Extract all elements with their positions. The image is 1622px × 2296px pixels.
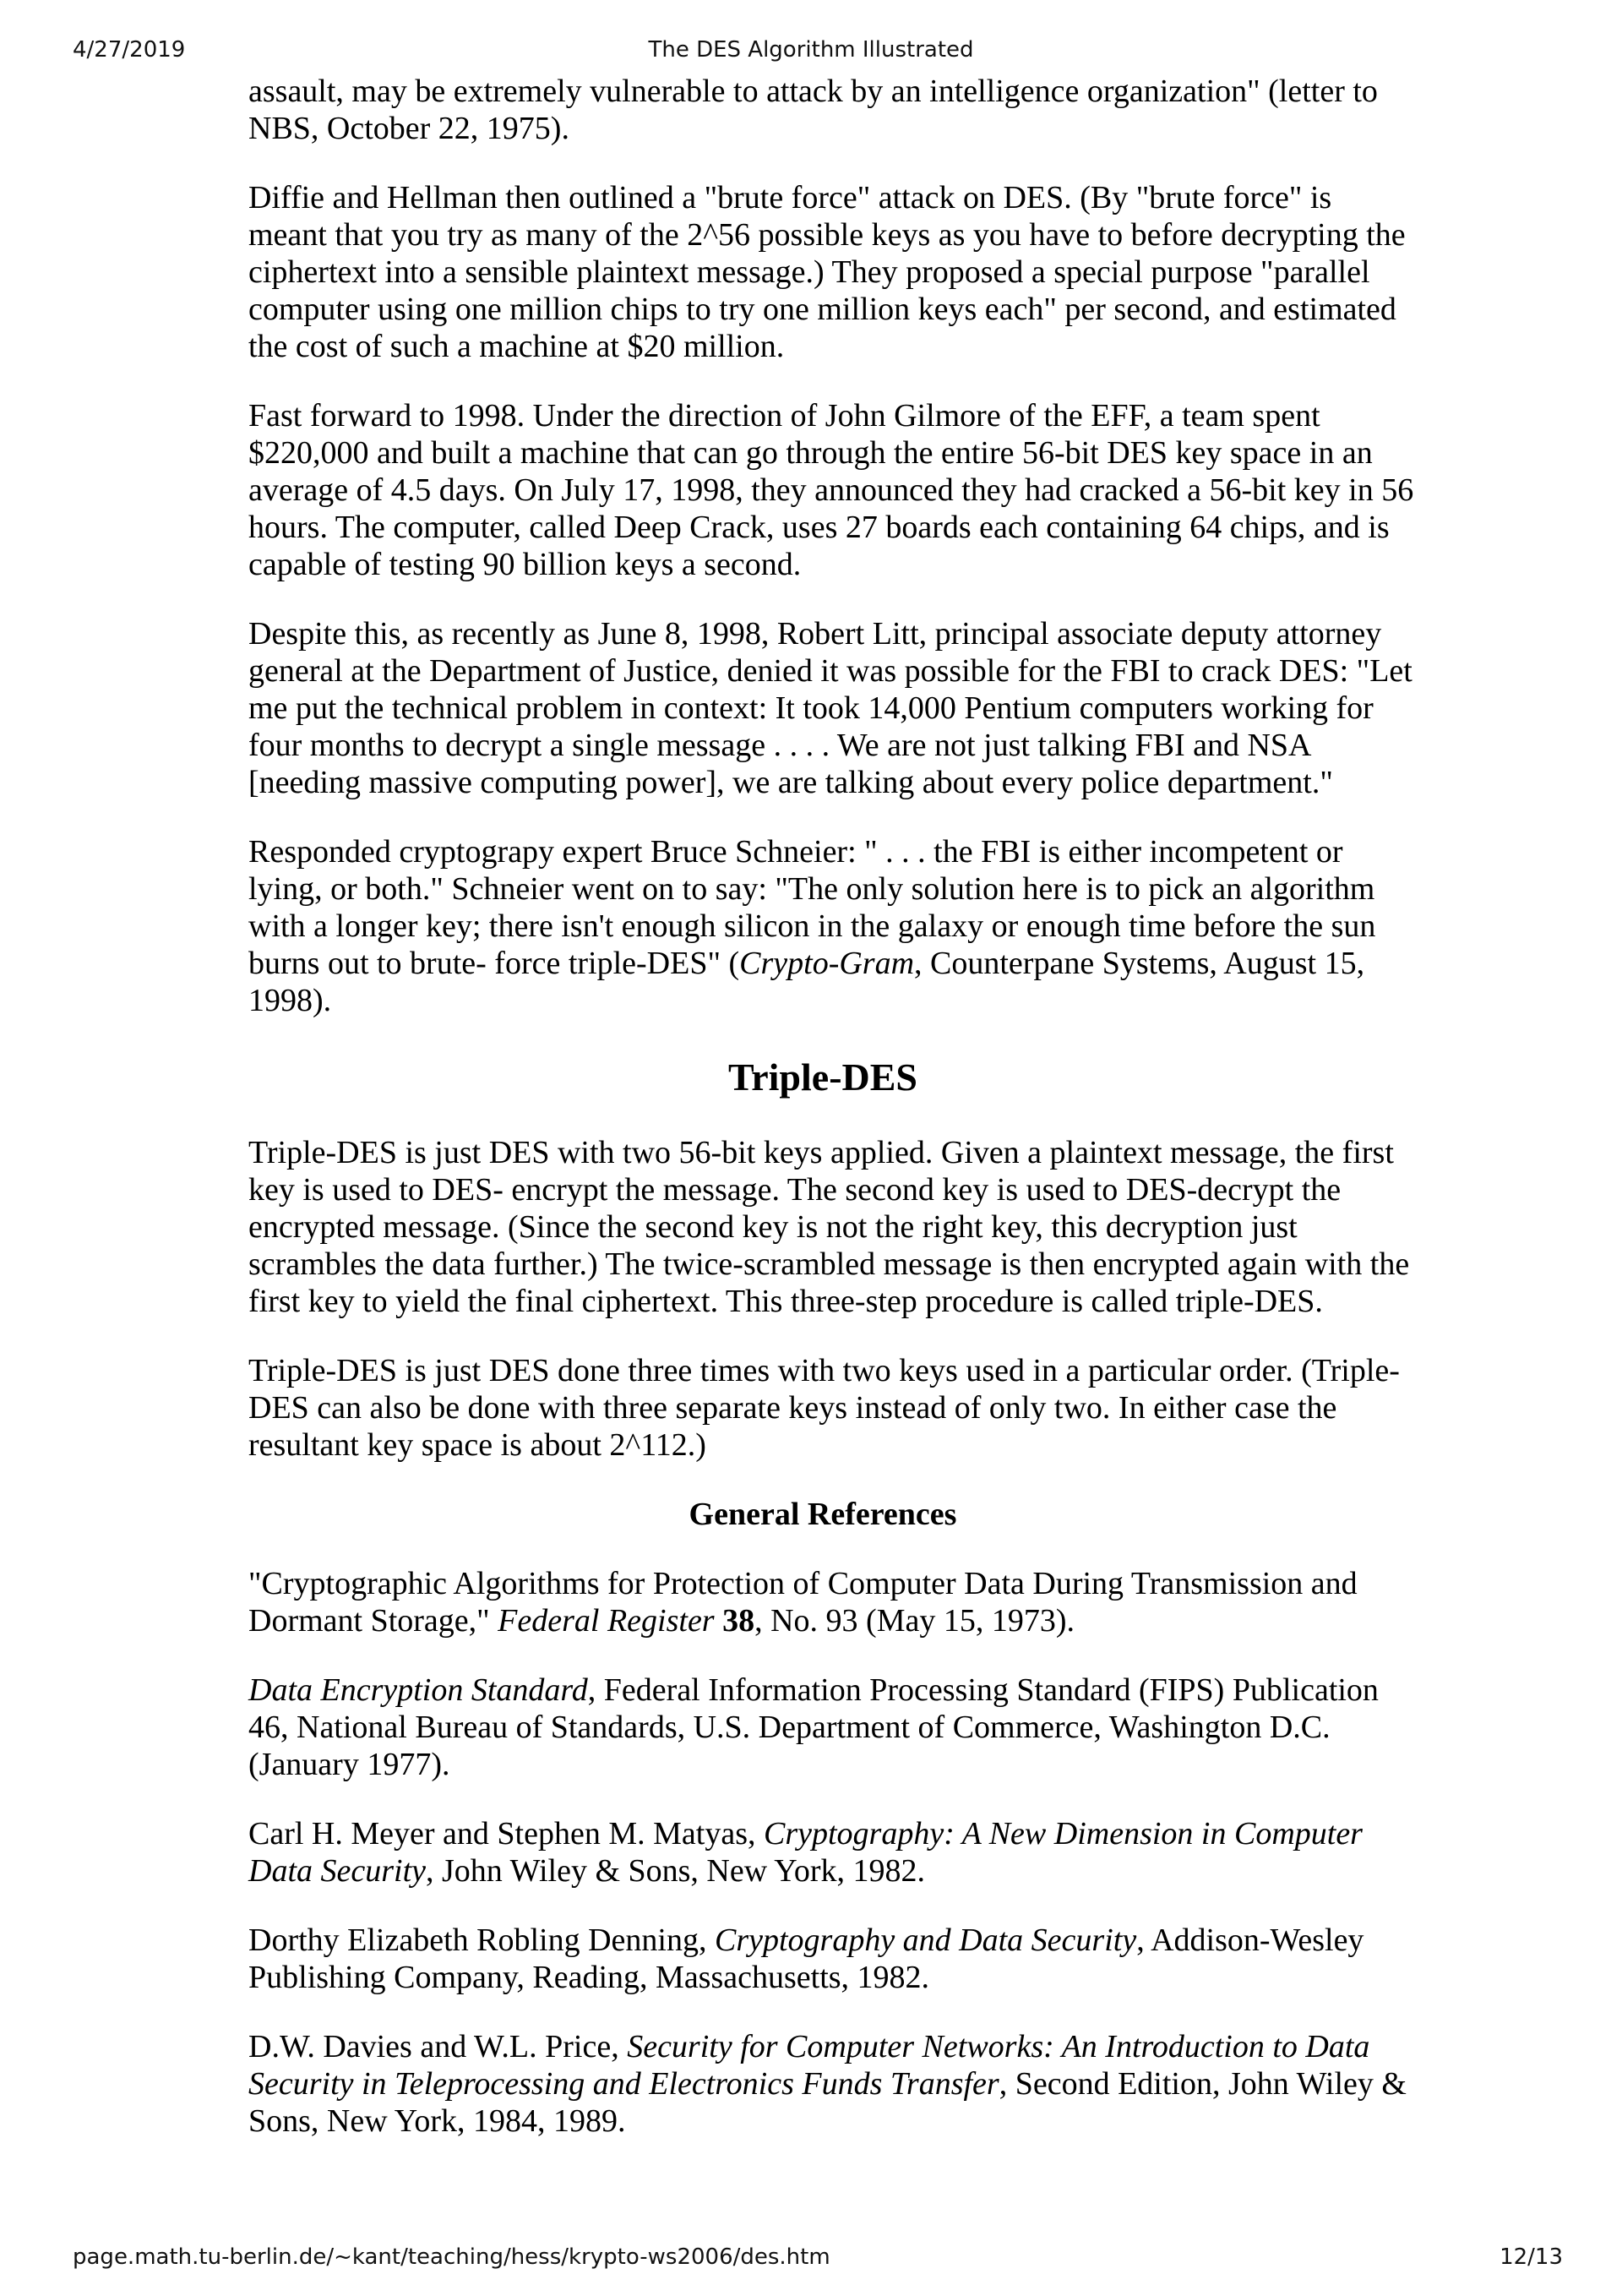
reference-item — [248, 1815, 1414, 1890]
references-list — [248, 1565, 1414, 2140]
reference-text: , Addison-Wesley Publishing Company, Reading, Massachusetts, 1982. — [248, 1922, 1364, 1995]
page-content — [248, 73, 1414, 2172]
reference-text: , Federal Information Processing Standard (FIPS) Publication 46, National Bureau of Standards, U.S. Department of Commerce, Washington D.C. (January 1977). — [248, 1672, 1379, 1782]
reference-text: Dorthy Elizabeth Robling Denning, — [248, 1922, 715, 1958]
reference-italic: Data Encryption Standard — [248, 1672, 588, 1708]
reference-italic: Federal Register — [498, 1603, 715, 1639]
reference-text: D.W. Davies and W.L. Price, — [248, 2029, 628, 2064]
reference-item — [248, 1922, 1414, 1996]
schneier-text-end: , Counterpane Systems, August 15, 1998). — [248, 946, 1365, 1018]
reference-italic: Cryptography: A New Dimension in Computer Data Security — [248, 1816, 1363, 1889]
print-footer — [0, 2244, 1622, 2278]
paragraph-brute-force: Diffie and Hellman then outlined a "brute force" attack on DES. (By "brute force" is meant that you try as many of the 2^56 possible keys as you have to before decrypting the ciphertext into a sensible plaintext message.) They proposed a special purpose "parallel computer using one million chips to try one million keys each" per second, and estimated the cost of such a machine at $20 million. — [248, 180, 1406, 364]
print-date: 4/27/2019 — [73, 37, 186, 63]
reference-text: , No. 93 (May 15, 1973). — [754, 1603, 1075, 1639]
general-references-heading: General References — [689, 1497, 957, 1532]
reference-item — [248, 1672, 1414, 1783]
reference-text: Carl H. Meyer and Stephen M. Matyas, — [248, 1816, 764, 1852]
reference-volume: 38 — [722, 1603, 755, 1639]
reference-item — [248, 2028, 1414, 2140]
schneier-text-start: Responded cryptograpy expert Bruce Schneier: " . . . the FBI is either incompetent or lying, or both." Schneier went on to say: "The only solution here is to pick an algorithm with a longer key; there isn't enough silicon in the galaxy or enough time before the sun burns out to brute- force triple-DES" ( — [248, 834, 1376, 981]
page-number: 12/13 — [1500, 2244, 1563, 2270]
reference-text: , John Wiley & Sons, New York, 1982. — [426, 1853, 926, 1889]
print-header — [0, 37, 1622, 71]
paragraph-deep-crack: Fast forward to 1998. Under the direction of John Gilmore of the EFF, a team spent $220,000 and built a machine that can go through the entire 56-bit DES key space in an average of 4.5 days. On July 17, 1998, they announced they had cracked a 56-bit key in 56 hours. The computer, called Deep Crack, uses 27 boards each containing 64 chips, and is capable of testing 90 billion keys a second. — [248, 398, 1414, 582]
reference-italic: Cryptography and Data Security — [714, 1922, 1137, 1958]
paragraph-triple-des-keys: Triple-DES is just DES done three times with two keys used in a particular order. (Triple-DES can also be done with three separate keys instead of only two. In either case the resultant key space is about 2^112.) — [248, 1353, 1400, 1463]
paragraph-schneier — [248, 833, 1414, 1019]
reference-item — [248, 1565, 1414, 1639]
paragraph-letter-quote: assault, may be extremely vulnerable to attack by an intelligence organization" (letter to NBS, October 22, 1975). — [248, 74, 1378, 146]
paragraph-justice-department: Despite this, as recently as June 8, 1998, Robert Litt, principal associate deputy attorney general at the Department of Justice, denied it was possible for the FBI to crack DES: "Let me put the technical problem in context: It took 14,000 Pentium computers working for four months to decrypt a single message . . . . We are not just talking FBI and NSA [needing massive computing power], we are talking about every police department." — [248, 616, 1412, 800]
reference-italic: Security for Computer Networks: An Introduction to Data Security in Teleprocessing and Electronics Funds Transfer — [248, 2029, 1370, 2102]
crypto-gram-title: Crypto-Gram — [739, 946, 915, 981]
paragraph-triple-des-intro: Triple-DES is just DES with two 56-bit keys applied. Given a plaintext message, the first key is used to DES- encrypt the message. The second key is used to DES-decrypt the encrypted message. (Since the second key is not the right key, this decryption just scrambles the data further.) The twice-scrambled message is then encrypted again with the first key to yield the final ciphertext. This three-step procedure is called triple-DES. — [248, 1135, 1410, 1319]
reference-text: "Cryptographic Algorithms for Protection of Computer Data During Transmission and Dormant Storage," — [248, 1566, 1358, 1639]
page-url: page.math.tu-berlin.de/~kant/teaching/hess/krypto-ws2006/des.htm — [73, 2244, 830, 2270]
triple-des-heading: Triple-DES — [727, 1055, 918, 1099]
reference-text: , Second Edition, John Wiley & Sons, New York, 1984, 1989. — [248, 2066, 1407, 2139]
document-title: The DES Algorithm Illustrated — [648, 37, 974, 63]
